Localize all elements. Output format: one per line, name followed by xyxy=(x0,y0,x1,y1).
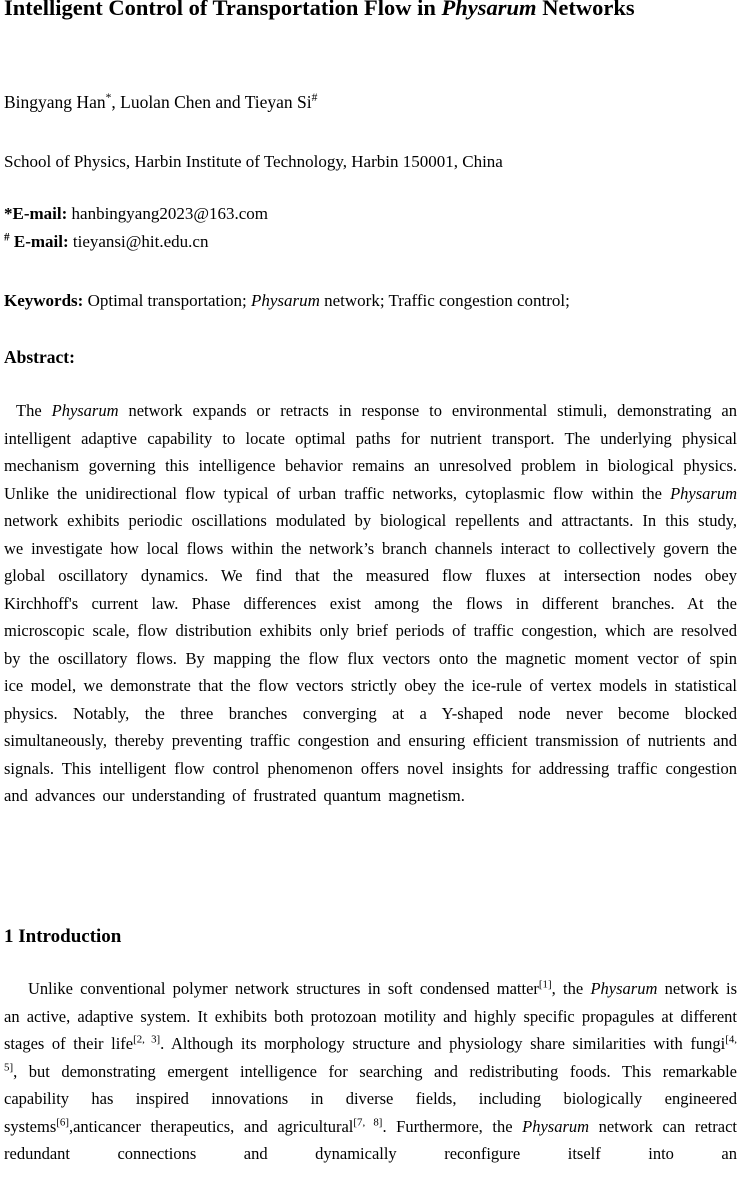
abstract-paragraph: The Physarum network expands or retracts in response to environmental stimuli, demonstrating an intelligent adaptive capability to locate optimal paths for nutrient transport. The underlying physical mechanism governing this intelligence behavior remains an unresolved problem in biological physics. Unlike the unidirectional flow typical of urban traffic networks, cytoplasmic flow within the Physarum network exhibits periodic oscillations modulated by biological repellents and attractants. In this study, we investigate how local flows within the network’s branch channels interact to collectively govern the global oscillatory dynamics. We find that the measured flow fluxes at intersection nodes obey Kirchhoff's current law. Phase differences exist among the flows in different branches. At the microscopic scale, flow distribution exhibits only brief periods of traffic congestion, which are resolved by the oscillatory flows. By mapping the flow flux vectors onto the magnetic moment vector of spin ice model, we demonstrate that the flow vectors strictly obey the ice-rule of vertex models in statistical physics. Notably, the three branches converging at a Y-shaped node never become blocked simultaneously, thereby preventing traffic congestion and ensuring efficient transmission of nutrients and signals. This intelligent flow control phenomenon offers novel insights for addressing traffic congestion and advances our understanding of frustrated quantum magnetism. xyxy=(4,401,738,805)
paper-title: Intelligent Control of Transportation Flow in Physarum Networks xyxy=(4,0,635,20)
email-line-secondary: # E-mail: tieyansi@hit.edu.cn xyxy=(4,230,209,251)
introduction-heading: 1 Introduction xyxy=(4,926,122,947)
abstract-heading: Abstract: xyxy=(4,347,75,367)
email-block xyxy=(4,200,737,255)
affiliation-line: School of Physics, Harbin Institute of Technology, Harbin 150001, China xyxy=(4,152,503,171)
introduction-paragraph: Unlike conventional polymer network structures in soft condensed matter[1], the Physarum network is an active, adaptive system. It exhibits both protozoan motility and highly specific propagules at different stages of their life[2, 3]. Although its morphology structure and physiology share similarities with fungi[4, 5], but demonstrating emergent intelligence for searching and redistributing foods. This remarkable capability has inspired innovations in diverse fields, including biologically engineered systems[6],anticancer therapeutics, and agricultural[7, 8]. Furthermore, the Physarum network can retract redundant connections and dynamically reconfigure itself into an xyxy=(4,978,738,1163)
authors-line: Bingyang Han*, Luolan Chen and Tieyan Si# xyxy=(4,92,318,112)
keywords-line: Keywords: Optimal transportation; Physarum network; Traffic congestion control; xyxy=(4,291,570,310)
email-line-corresponding: *E-mail: hanbingyang2023@163.com xyxy=(4,204,269,223)
